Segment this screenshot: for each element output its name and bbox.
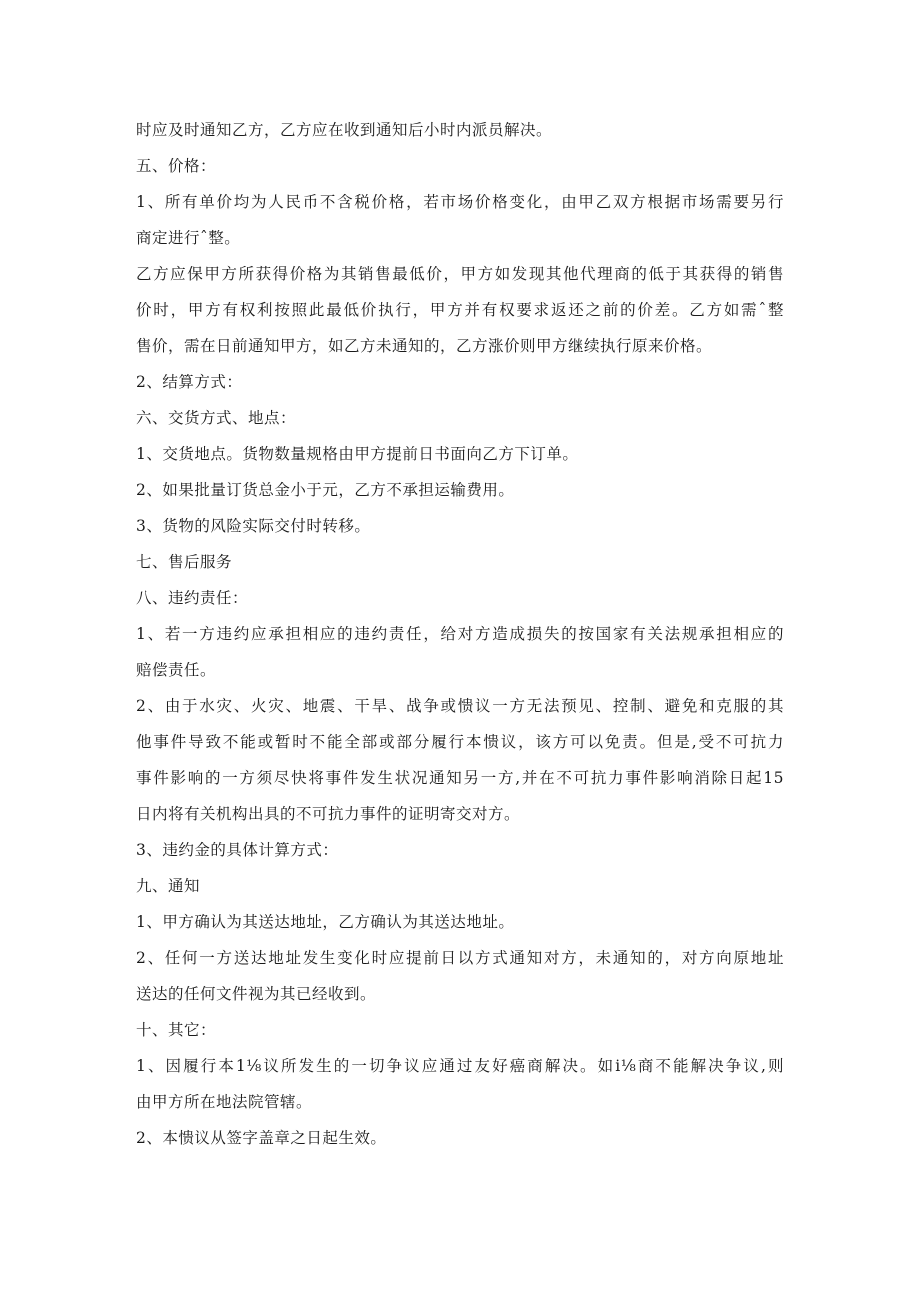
text-line: 2、本愦议从签字盖章之日起生效。 [136, 1129, 387, 1147]
text-line: 送达的任何文件视为其已经收到。 [136, 985, 377, 1003]
text-line: 2、如果批量订货总金小于元，乙方不承担运输费用。 [136, 481, 515, 499]
text-line: 1、甲方确认为其送达地址，乙方确认为其送达地址。 [136, 913, 515, 931]
text-line: 他事件导致不能或暂时不能全部或部分履行本愦议，该方可以免责。但是,受不可抗力 [136, 733, 784, 751]
section-heading-liability: 八、违约责任： [136, 589, 249, 607]
text-line: 1、所有单价均为人民币不含税价格，若市场价格变化，由甲乙双方根据市场需要另行 [136, 193, 784, 211]
text-line: 2、结算方式： [136, 373, 243, 391]
text-line: 1、若一方违约应承担相应的违约责任，给对方造成损失的按国家有关法规承担相应的 [136, 625, 784, 643]
section-heading-notice: 九、通知 [136, 877, 201, 895]
section-heading-other: 十、其它： [136, 1021, 217, 1039]
text-line: 日内将有关机构出具的不可抗力事件的证明寄交对方。 [136, 805, 521, 823]
text-line: 3、货物的风险实际交付时转移。 [136, 517, 371, 535]
text-line: 乙方应保甲方所获得价格为其销售最低价，甲方如发现其他代理商的低于其获得的销售 [136, 265, 784, 283]
document-body [136, 112, 784, 1156]
text-line: 赔偿责任。 [136, 661, 217, 679]
text-line: 价时，甲方有权利按照此最低价执行，甲方并有权要求返还之前的价差。乙方如需ˆ整 [136, 301, 784, 319]
text-line: 3、违约金的具体计算方式： [136, 841, 339, 859]
section-heading-delivery: 六、交货方式、地点： [136, 409, 297, 427]
section-heading-price: 五、价格： [136, 157, 217, 175]
text-line: 时应及时通知乙方，乙方应在收到通知后小时内派员解决。 [136, 121, 553, 139]
text-line: 2、由于水灾、火灾、地震、干旱、战争或愦议一方无法预见、控制、避免和克服的其 [136, 697, 784, 715]
text-line: 2、任何一方送达地址发生变化时应提前日以方式通知对方，未通知的，对方向原地址 [136, 949, 784, 967]
text-line: 由甲方所在地法院管辖。 [136, 1093, 313, 1111]
text-line: 事件影响的一方须尽快将事件发生状况通知另一方,并在不可抗力事件影响消除日起15 [136, 769, 784, 787]
text-line: 1、因履行本1⅛议所发生的一切争议应通过友好癌商解决。如i⅛商不能解决争议,则 [136, 1057, 784, 1075]
text-line: 售价，需在日前通知甲方，如乙方未通知的，乙方涨价则甲方继续执行原来价格。 [136, 337, 713, 355]
section-heading-after-sales: 七、售后服务 [136, 553, 233, 571]
text-line: 商定进行ˆ整。 [136, 229, 241, 247]
text-line: 1、交货地点。货物数量规格由甲方提前日书面向乙方下订单。 [136, 445, 579, 463]
